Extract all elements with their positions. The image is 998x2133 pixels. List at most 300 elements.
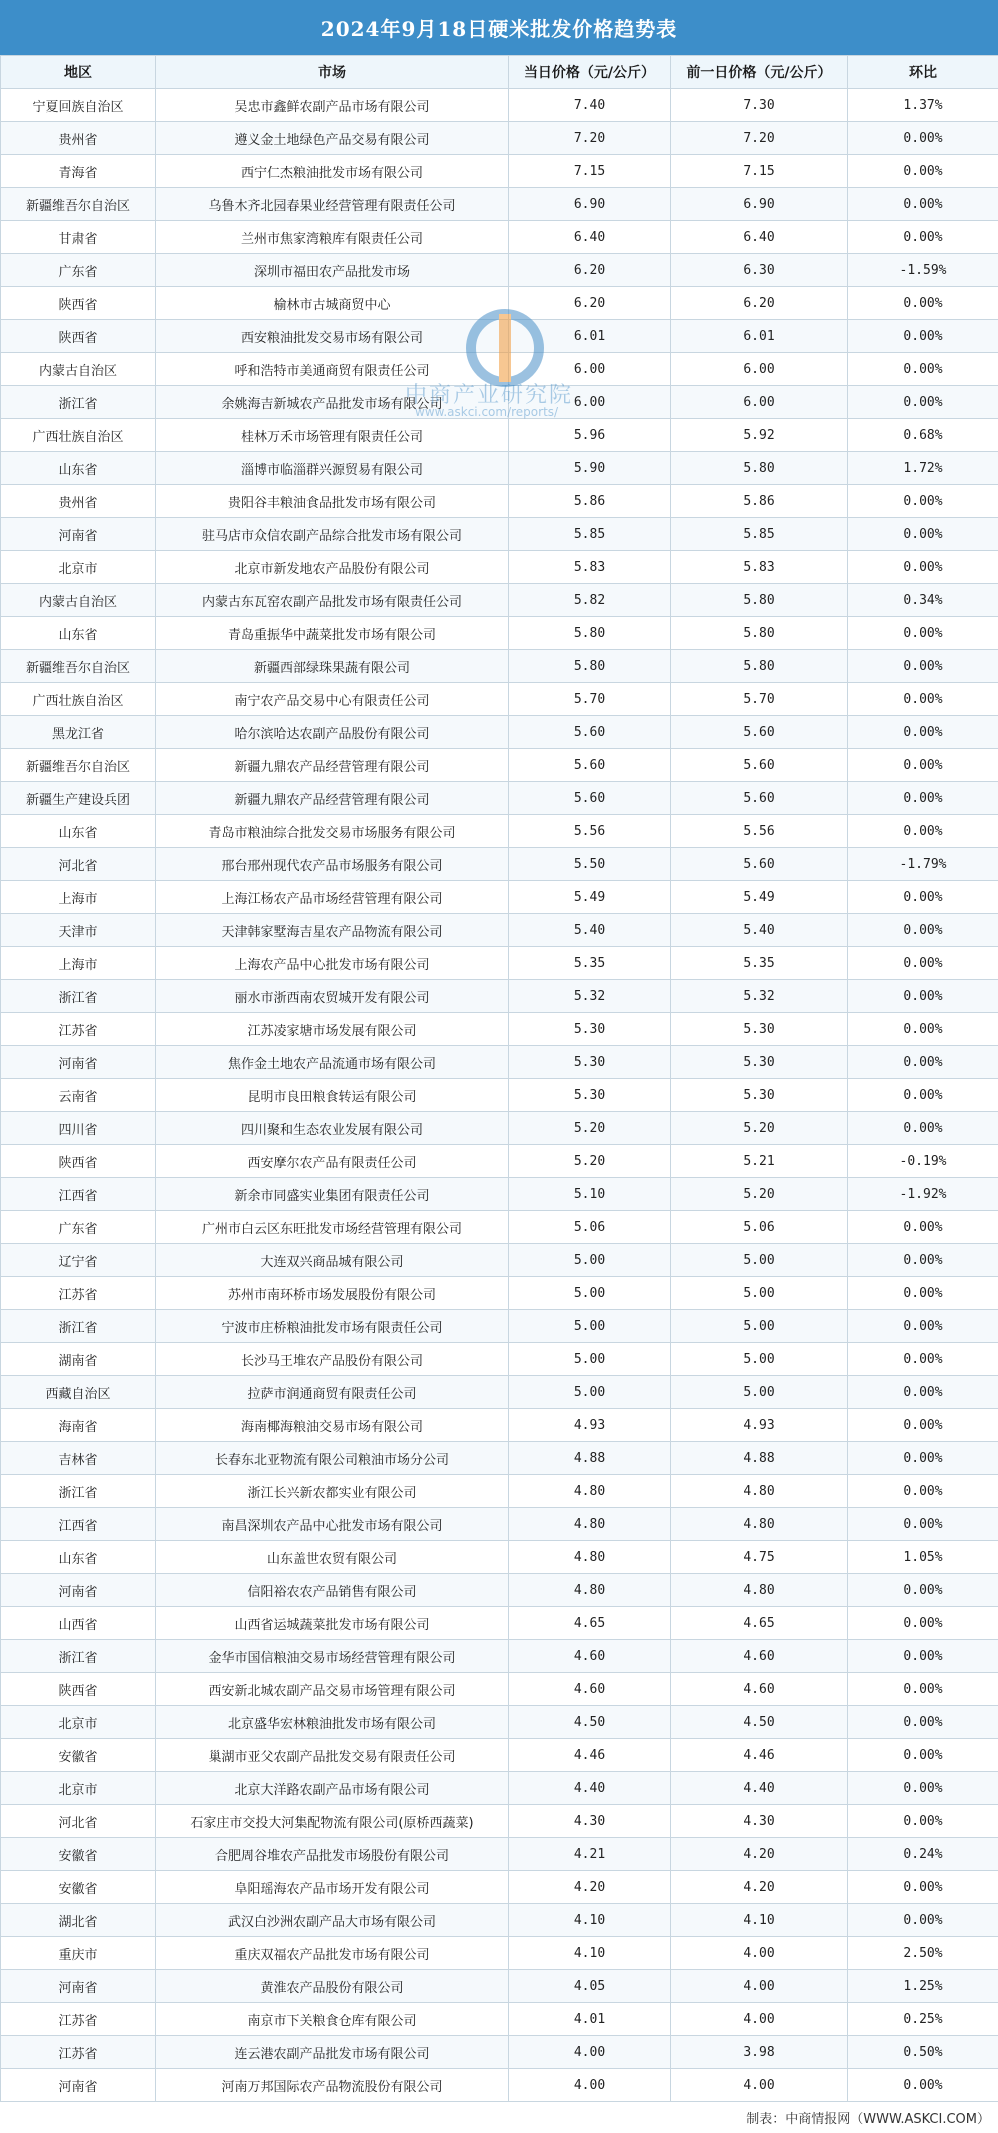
cell-region: 河北省 [1,848,156,881]
header-region: 地区 [1,56,156,89]
cell-prev-price: 5.80 [671,617,848,650]
cell-change: 0.00% [848,1211,998,1244]
cell-prev-price: 4.00 [671,1937,848,1970]
cell-change: 0.00% [848,518,998,551]
cell-region: 山东省 [1,815,156,848]
table-row [1,1805,998,1838]
cell-today-price: 6.90 [509,188,671,221]
cell-market: 山东盖世农贸有限公司 [156,1541,509,1574]
cell-market: 四川聚和生态农业发展有限公司 [156,1112,509,1145]
cell-prev-price: 5.56 [671,815,848,848]
cell-today-price: 4.40 [509,1772,671,1805]
cell-today-price: 4.46 [509,1739,671,1772]
table-row [1,1574,998,1607]
table-row [1,914,998,947]
cell-today-price: 5.00 [509,1376,671,1409]
cell-prev-price: 7.30 [671,89,848,122]
cell-today-price: 5.30 [509,1079,671,1112]
table-row [1,452,998,485]
cell-change: 0.00% [848,551,998,584]
cell-today-price: 4.88 [509,1442,671,1475]
table-row [1,716,998,749]
cell-prev-price: 5.00 [671,1343,848,1376]
cell-today-price: 4.60 [509,1640,671,1673]
cell-today-price: 5.00 [509,1244,671,1277]
cell-region: 江苏省 [1,2036,156,2069]
cell-today-price: 4.01 [509,2003,671,2036]
table-row [1,320,998,353]
cell-prev-price: 5.00 [671,1376,848,1409]
table-row [1,419,998,452]
cell-market: 新余市同盛实业集团有限责任公司 [156,1178,509,1211]
cell-market: 焦作金土地农产品流通市场有限公司 [156,1046,509,1079]
cell-market: 深圳市福田农产品批发市场 [156,254,509,287]
cell-today-price: 6.00 [509,353,671,386]
table-row [1,254,998,287]
cell-today-price: 5.82 [509,584,671,617]
cell-region: 甘肃省 [1,221,156,254]
table-row [1,683,998,716]
cell-change: 0.00% [848,683,998,716]
cell-market: 海南椰海粮油交易市场有限公司 [156,1409,509,1442]
cell-change: 0.00% [848,749,998,782]
cell-prev-price: 4.00 [671,2003,848,2036]
cell-prev-price: 4.50 [671,1706,848,1739]
cell-change: 0.00% [848,1442,998,1475]
cell-region: 安徽省 [1,1871,156,1904]
cell-prev-price: 7.15 [671,155,848,188]
cell-region: 内蒙古自治区 [1,584,156,617]
cell-region: 贵州省 [1,485,156,518]
table-row [1,2036,998,2069]
cell-today-price: 6.20 [509,287,671,320]
cell-prev-price: 4.00 [671,2069,848,2102]
cell-region: 浙江省 [1,1310,156,1343]
cell-change: 0.00% [848,1343,998,1376]
cell-today-price: 5.49 [509,881,671,914]
table-row [1,1244,998,1277]
header-row [1,56,998,89]
cell-prev-price: 4.40 [671,1772,848,1805]
table-row [1,881,998,914]
table-row [1,1838,998,1871]
cell-today-price: 4.93 [509,1409,671,1442]
cell-market: 淄博市临淄群兴源贸易有限公司 [156,452,509,485]
cell-today-price: 5.85 [509,518,671,551]
cell-today-price: 5.30 [509,1013,671,1046]
cell-today-price: 7.15 [509,155,671,188]
cell-change: 0.00% [848,914,998,947]
cell-region: 安徽省 [1,1838,156,1871]
table-row [1,815,998,848]
table-row [1,584,998,617]
cell-region: 广东省 [1,1211,156,1244]
cell-region: 山西省 [1,1607,156,1640]
cell-prev-price: 4.75 [671,1541,848,1574]
table-row [1,1310,998,1343]
cell-prev-price: 4.80 [671,1574,848,1607]
cell-market: 吴忠市鑫鲜农副产品市场有限公司 [156,89,509,122]
cell-region: 河北省 [1,1805,156,1838]
cell-change: 0.50% [848,2036,998,2069]
table-title: 2024年9月18日硬米批发价格趋势表 [0,0,998,55]
cell-prev-price: 5.32 [671,980,848,1013]
cell-change: 0.00% [848,485,998,518]
table-row [1,1112,998,1145]
cell-region: 广西壮族自治区 [1,683,156,716]
cell-prev-price: 5.60 [671,716,848,749]
table-row [1,1904,998,1937]
cell-change: 1.25% [848,1970,998,2003]
cell-today-price: 5.60 [509,749,671,782]
cell-region: 安徽省 [1,1739,156,1772]
cell-prev-price: 4.80 [671,1508,848,1541]
cell-change: 0.00% [848,815,998,848]
cell-region: 上海市 [1,947,156,980]
cell-region: 新疆维吾尔自治区 [1,188,156,221]
cell-market: 石家庄市交投大河集配物流有限公司(原桥西蔬菜) [156,1805,509,1838]
cell-market: 新疆九鼎农产品经营管理有限公司 [156,782,509,815]
cell-today-price: 5.20 [509,1112,671,1145]
cell-change: -0.19% [848,1145,998,1178]
cell-change: 0.00% [848,353,998,386]
cell-today-price: 5.10 [509,1178,671,1211]
cell-today-price: 4.30 [509,1805,671,1838]
cell-region: 陕西省 [1,1673,156,1706]
cell-market: 南昌深圳农产品中心批发市场有限公司 [156,1508,509,1541]
cell-change: 0.00% [848,1673,998,1706]
cell-change: 1.37% [848,89,998,122]
cell-today-price: 7.20 [509,122,671,155]
cell-market: 西安粮油批发交易市场有限公司 [156,320,509,353]
cell-prev-price: 7.20 [671,122,848,155]
cell-change: 0.00% [848,650,998,683]
cell-market: 昆明市良田粮食转运有限公司 [156,1079,509,1112]
cell-change: 0.00% [848,1244,998,1277]
cell-market: 哈尔滨哈达农副产品股份有限公司 [156,716,509,749]
cell-today-price: 6.01 [509,320,671,353]
cell-market: 拉萨市润通商贸有限责任公司 [156,1376,509,1409]
cell-today-price: 4.80 [509,1541,671,1574]
cell-change: 0.00% [848,1871,998,1904]
cell-prev-price: 5.80 [671,584,848,617]
cell-change: 0.00% [848,947,998,980]
cell-change: 0.00% [848,1904,998,1937]
cell-today-price: 5.50 [509,848,671,881]
table-row [1,1541,998,1574]
cell-prev-price: 6.40 [671,221,848,254]
cell-change: 0.00% [848,1640,998,1673]
cell-prev-price: 4.20 [671,1871,848,1904]
cell-prev-price: 4.10 [671,1904,848,1937]
cell-market: 上海江杨农产品市场经营管理有限公司 [156,881,509,914]
cell-change: 0.00% [848,1112,998,1145]
table-row [1,2003,998,2036]
cell-prev-price: 5.80 [671,452,848,485]
cell-market: 上海农产品中心批发市场有限公司 [156,947,509,980]
header-market: 市场 [156,56,509,89]
cell-today-price: 5.90 [509,452,671,485]
table-row [1,2069,998,2102]
table-row [1,1376,998,1409]
cell-market: 西安摩尔农产品有限责任公司 [156,1145,509,1178]
footer-credit [0,2101,998,2133]
cell-prev-price: 5.60 [671,848,848,881]
cell-market: 黄淮农产品股份有限公司 [156,1970,509,2003]
cell-region: 江西省 [1,1178,156,1211]
table-row [1,1673,998,1706]
cell-change: 1.05% [848,1541,998,1574]
cell-region: 江西省 [1,1508,156,1541]
table-row [1,551,998,584]
header-change: 环比 [848,56,998,89]
cell-today-price: 5.00 [509,1310,671,1343]
cell-change: 0.00% [848,188,998,221]
cell-market: 青岛重振华中蔬菜批发市场有限公司 [156,617,509,650]
cell-change: 0.00% [848,1805,998,1838]
table-row [1,89,998,122]
cell-region: 江苏省 [1,2003,156,2036]
table-row [1,1211,998,1244]
cell-prev-price: 5.40 [671,914,848,947]
cell-change: 0.00% [848,1772,998,1805]
cell-market: 北京大洋路农副产品市场有限公司 [156,1772,509,1805]
cell-region: 四川省 [1,1112,156,1145]
cell-change: -1.92% [848,1178,998,1211]
cell-market: 天津韩家墅海吉星农产品物流有限公司 [156,914,509,947]
cell-prev-price: 5.80 [671,650,848,683]
table-row [1,1013,998,1046]
cell-region: 天津市 [1,914,156,947]
cell-change: 0.00% [848,320,998,353]
cell-prev-price: 5.70 [671,683,848,716]
cell-change: 0.00% [848,881,998,914]
cell-change: 0.24% [848,1838,998,1871]
cell-prev-price: 5.49 [671,881,848,914]
cell-region: 江苏省 [1,1013,156,1046]
cell-market: 重庆双福农产品批发市场有限公司 [156,1937,509,1970]
cell-market: 金华市国信粮油交易市场经营管理有限公司 [156,1640,509,1673]
cell-today-price: 5.83 [509,551,671,584]
cell-market: 长春东北亚物流有限公司粮油市场分公司 [156,1442,509,1475]
cell-region: 上海市 [1,881,156,914]
cell-today-price: 5.00 [509,1343,671,1376]
cell-change: 0.00% [848,1376,998,1409]
cell-prev-price: 5.60 [671,782,848,815]
table-row [1,221,998,254]
cell-today-price: 5.70 [509,683,671,716]
cell-prev-price: 5.30 [671,1013,848,1046]
cell-change: 0.00% [848,1607,998,1640]
cell-prev-price: 5.00 [671,1277,848,1310]
cell-today-price: 4.80 [509,1475,671,1508]
cell-region: 湖北省 [1,1904,156,1937]
cell-change: 0.00% [848,1739,998,1772]
cell-market: 宁波市庄桥粮油批发市场有限责任公司 [156,1310,509,1343]
cell-today-price: 5.96 [509,419,671,452]
cell-prev-price: 5.00 [671,1244,848,1277]
cell-change: -1.79% [848,848,998,881]
table-row [1,1607,998,1640]
cell-region: 山东省 [1,617,156,650]
cell-prev-price: 5.21 [671,1145,848,1178]
cell-prev-price: 4.93 [671,1409,848,1442]
cell-change: 0.00% [848,386,998,419]
cell-region: 北京市 [1,1772,156,1805]
cell-market: 连云港农副产品批发市场有限公司 [156,2036,509,2069]
cell-market: 江苏凌家塘市场发展有限公司 [156,1013,509,1046]
cell-today-price: 4.60 [509,1673,671,1706]
cell-prev-price: 6.00 [671,386,848,419]
table-row [1,1970,998,2003]
cell-today-price: 5.86 [509,485,671,518]
cell-market: 余姚海吉新城农产品批发市场有限公司 [156,386,509,419]
cell-market: 合肥周谷堆农产品批发市场股份有限公司 [156,1838,509,1871]
cell-region: 河南省 [1,1970,156,2003]
cell-prev-price: 4.46 [671,1739,848,1772]
table-row [1,1706,998,1739]
table-row [1,1937,998,1970]
cell-prev-price: 6.90 [671,188,848,221]
cell-change: 0.00% [848,1508,998,1541]
cell-market: 大连双兴商品城有限公司 [156,1244,509,1277]
cell-market: 西宁仁杰粮油批发市场有限公司 [156,155,509,188]
table-row [1,1046,998,1079]
cell-region: 河南省 [1,1046,156,1079]
cell-change: 0.00% [848,122,998,155]
cell-region: 北京市 [1,551,156,584]
cell-market: 新疆九鼎农产品经营管理有限公司 [156,749,509,782]
cell-change: 0.00% [848,221,998,254]
cell-today-price: 5.06 [509,1211,671,1244]
cell-prev-price: 4.88 [671,1442,848,1475]
cell-market: 内蒙古东瓦窑农副产品批发市场有限责任公司 [156,584,509,617]
cell-market: 榆林市古城商贸中心 [156,287,509,320]
cell-today-price: 4.20 [509,1871,671,1904]
cell-market: 信阳裕农农产品销售有限公司 [156,1574,509,1607]
cell-market: 新疆西部绿珠果蔬有限公司 [156,650,509,683]
cell-prev-price: 6.20 [671,287,848,320]
cell-region: 贵州省 [1,122,156,155]
cell-market: 驻马店市众信农副产品综合批发市场有限公司 [156,518,509,551]
cell-change: 1.72% [848,452,998,485]
cell-prev-price: 5.85 [671,518,848,551]
cell-change: 0.68% [848,419,998,452]
table-row [1,1871,998,1904]
cell-market: 丽水市浙西南农贸城开发有限公司 [156,980,509,1013]
cell-change: 0.00% [848,1277,998,1310]
table-row [1,650,998,683]
cell-region: 浙江省 [1,1475,156,1508]
cell-region: 黑龙江省 [1,716,156,749]
cell-today-price: 6.40 [509,221,671,254]
cell-region: 西藏自治区 [1,1376,156,1409]
cell-region: 新疆生产建设兵团 [1,782,156,815]
cell-market: 桂林万禾市场管理有限责任公司 [156,419,509,452]
cell-region: 广东省 [1,254,156,287]
cell-today-price: 5.20 [509,1145,671,1178]
table-row [1,782,998,815]
cell-today-price: 4.00 [509,2036,671,2069]
cell-region: 江苏省 [1,1277,156,1310]
cell-market: 遵义金土地绿色产品交易有限公司 [156,122,509,155]
cell-market: 巢湖市亚父农副产品批发交易有限责任公司 [156,1739,509,1772]
cell-region: 宁夏回族自治区 [1,89,156,122]
cell-region: 辽宁省 [1,1244,156,1277]
table-row [1,1277,998,1310]
cell-today-price: 4.05 [509,1970,671,2003]
table-row [1,1145,998,1178]
cell-prev-price: 5.35 [671,947,848,980]
cell-change: 0.00% [848,716,998,749]
cell-today-price: 7.40 [509,89,671,122]
cell-today-price: 4.80 [509,1574,671,1607]
cell-market: 广州市白云区东旺批发市场经营管理有限公司 [156,1211,509,1244]
table-row [1,188,998,221]
table-row [1,1739,998,1772]
cell-prev-price: 4.00 [671,1970,848,2003]
table-row [1,1508,998,1541]
cell-region: 新疆维吾尔自治区 [1,749,156,782]
cell-today-price: 4.10 [509,1904,671,1937]
cell-region: 海南省 [1,1409,156,1442]
cell-prev-price: 5.60 [671,749,848,782]
cell-today-price: 5.00 [509,1277,671,1310]
cell-change: -1.59% [848,254,998,287]
cell-today-price: 5.35 [509,947,671,980]
cell-market: 武汉白沙洲农副产品大市场有限公司 [156,1904,509,1937]
cell-change: 0.00% [848,1013,998,1046]
cell-market: 兰州市焦家湾粮库有限责任公司 [156,221,509,254]
cell-change: 2.50% [848,1937,998,1970]
cell-today-price: 5.30 [509,1046,671,1079]
cell-market: 西安新北城农副产品交易市场管理有限公司 [156,1673,509,1706]
cell-change: 0.00% [848,1079,998,1112]
cell-change: 0.00% [848,1409,998,1442]
table-row [1,287,998,320]
cell-region: 湖南省 [1,1343,156,1376]
cell-change: 0.00% [848,1706,998,1739]
cell-change: 0.00% [848,287,998,320]
cell-change: 0.00% [848,2069,998,2102]
cell-region: 浙江省 [1,1640,156,1673]
cell-market: 阜阳瑶海农产品市场开发有限公司 [156,1871,509,1904]
cell-today-price: 4.00 [509,2069,671,2102]
cell-prev-price: 4.60 [671,1673,848,1706]
footer-text: 制表：中商情报网（WWW.ASKCI.COM） [746,2111,990,2127]
cell-today-price: 4.50 [509,1706,671,1739]
cell-prev-price: 5.06 [671,1211,848,1244]
table-row [1,947,998,980]
table-row [1,155,998,188]
cell-prev-price: 5.00 [671,1310,848,1343]
cell-region: 山东省 [1,1541,156,1574]
cell-prev-price: 4.30 [671,1805,848,1838]
header-prev-price: 前一日价格（元/公斤） [671,56,848,89]
cell-change: 0.00% [848,155,998,188]
cell-prev-price: 5.92 [671,419,848,452]
cell-market: 呼和浩特市美通商贸有限责任公司 [156,353,509,386]
cell-today-price: 4.80 [509,1508,671,1541]
cell-today-price: 5.80 [509,617,671,650]
watermark-brand: 中商产业研究院 [405,383,574,408]
cell-market: 北京市新发地农产品股份有限公司 [156,551,509,584]
cell-prev-price: 5.20 [671,1112,848,1145]
cell-prev-price: 4.80 [671,1475,848,1508]
cell-market: 北京盛华宏林粮油批发市场有限公司 [156,1706,509,1739]
cell-today-price: 6.20 [509,254,671,287]
cell-market: 乌鲁木齐北园春果业经营管理有限责任公司 [156,188,509,221]
